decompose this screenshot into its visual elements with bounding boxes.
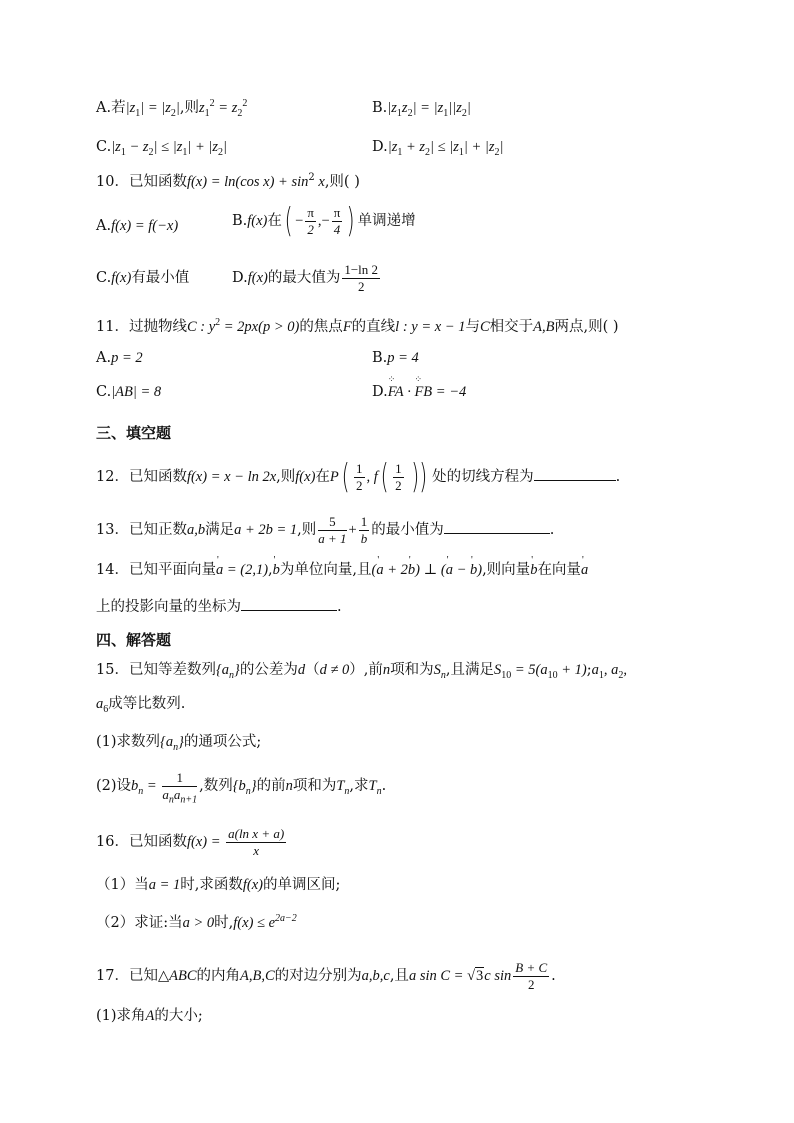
q11-option-b: B.p = 4 bbox=[372, 350, 419, 366]
q14-answer-blank[interactable] bbox=[241, 597, 337, 611]
q16-part1: （1）当a = 1时,求函数f(x)的单调区间; bbox=[96, 877, 341, 893]
q9-option-b: $B.|z_1z_2| = |z_1||z_2|$ bbox=[372, 100, 471, 119]
q17-part1: (1)求角A的大小; bbox=[96, 1008, 203, 1024]
q17-stem: 17．已知△ABC的内角A,B,C的对边分别为a,b,c,且a sin C = √3c sin $\frac{B + C}{2}$ . bbox=[96, 960, 556, 992]
q15-part2: (2)设$b_n$ = $\frac{1}{a_na_{n+1}}$ ,数列$\{b_n\}$的前n项和为$T_n$,求$T_n$. bbox=[96, 770, 387, 806]
q11-option-d: D.⁘ FA · ⁘ FB = −4 bbox=[372, 385, 466, 401]
section-fill-in-title: 三、填空题 bbox=[96, 424, 172, 442]
q11-stem: 11．过抛物线C : $y^2 = 2px(p > 0)$的焦点F的直线l : y = x − 1与C相交于A,B两点,则( ) bbox=[96, 317, 619, 335]
q13-answer-blank[interactable] bbox=[444, 520, 550, 534]
q10-option-c: C.f(x)有最小值 bbox=[96, 270, 190, 286]
q13-stem: 13．已知正数a,b满足a + 2b = 1,则 $\frac{5}{a + 1}$ + $\frac{1}{b}$ 的最小值为 . bbox=[96, 514, 555, 546]
q10-option-b: B.f(x)在( − $\frac{\pi}{2}$ ,− $\frac{\pi}{4}$ ) 单调递增 bbox=[232, 201, 416, 242]
q15-line2: $a_6$成等比数列. bbox=[96, 696, 186, 715]
q9-option-a: A.若$|z_1| = |z_2|$,则$z_1^2 = z_2^2$ bbox=[96, 98, 248, 119]
q10-option-a: A.f(x) = f(−x) bbox=[96, 218, 179, 234]
q14-line2: 上的投影向量的坐标为 . bbox=[96, 599, 342, 615]
q15-stem: 15．已知等差数列$\{a_n\}$的公差为d（d ≠ 0）,前n项和为$S_n$,且满足$S_{10} = 5(a_{10}$ + $1);a_1$, $a_2$, bbox=[96, 662, 628, 681]
q14-stem: 14．已知平面向量' a = (2,1),' b为单位向量,且(' a + 2' b) ⊥ (' a − ' b),则向量' b在向量' a bbox=[96, 563, 588, 579]
q9-option-d: $D.|z_1 + z_2| \le |z_1| + |z_2|$ bbox=[372, 139, 504, 158]
q15-part1: (1)求数列$\{a_n\}$的通项公式; bbox=[96, 734, 262, 753]
q9-option-c: $C.|z_1 - z_2| \le |z_1| + |z_2|$ bbox=[96, 139, 227, 158]
q16-stem: 16．已知函数f(x) = $\frac{\text{a(ln x + a)}}{x}$ bbox=[96, 826, 285, 858]
q16-part2: （2）求证:当a > 0时$,f(x) \le e^{2a-2}$ bbox=[96, 913, 297, 931]
section-answer-title: 四、解答题 bbox=[96, 631, 172, 649]
q11-option-a: A.p = 2 bbox=[96, 350, 143, 366]
q12-stem: 12．已知函数f(x) = x − ln 2x,则f(x)在P( $\frac{1}{2}$ , f( $\frac{1}{2}$ )) 处的切线方程为 . bbox=[96, 457, 621, 498]
q11-option-c: C.|AB| = 8 bbox=[96, 384, 162, 400]
q12-answer-blank[interactable] bbox=[534, 467, 616, 481]
q10-stem: 10．已知函数f(x) = ln(cos $x) + \sin^2 x$,则( ) bbox=[96, 172, 360, 190]
q10-option-d: D.f(x)的最大值为 $\frac{1-\ln 2}{2}$ bbox=[232, 262, 379, 294]
